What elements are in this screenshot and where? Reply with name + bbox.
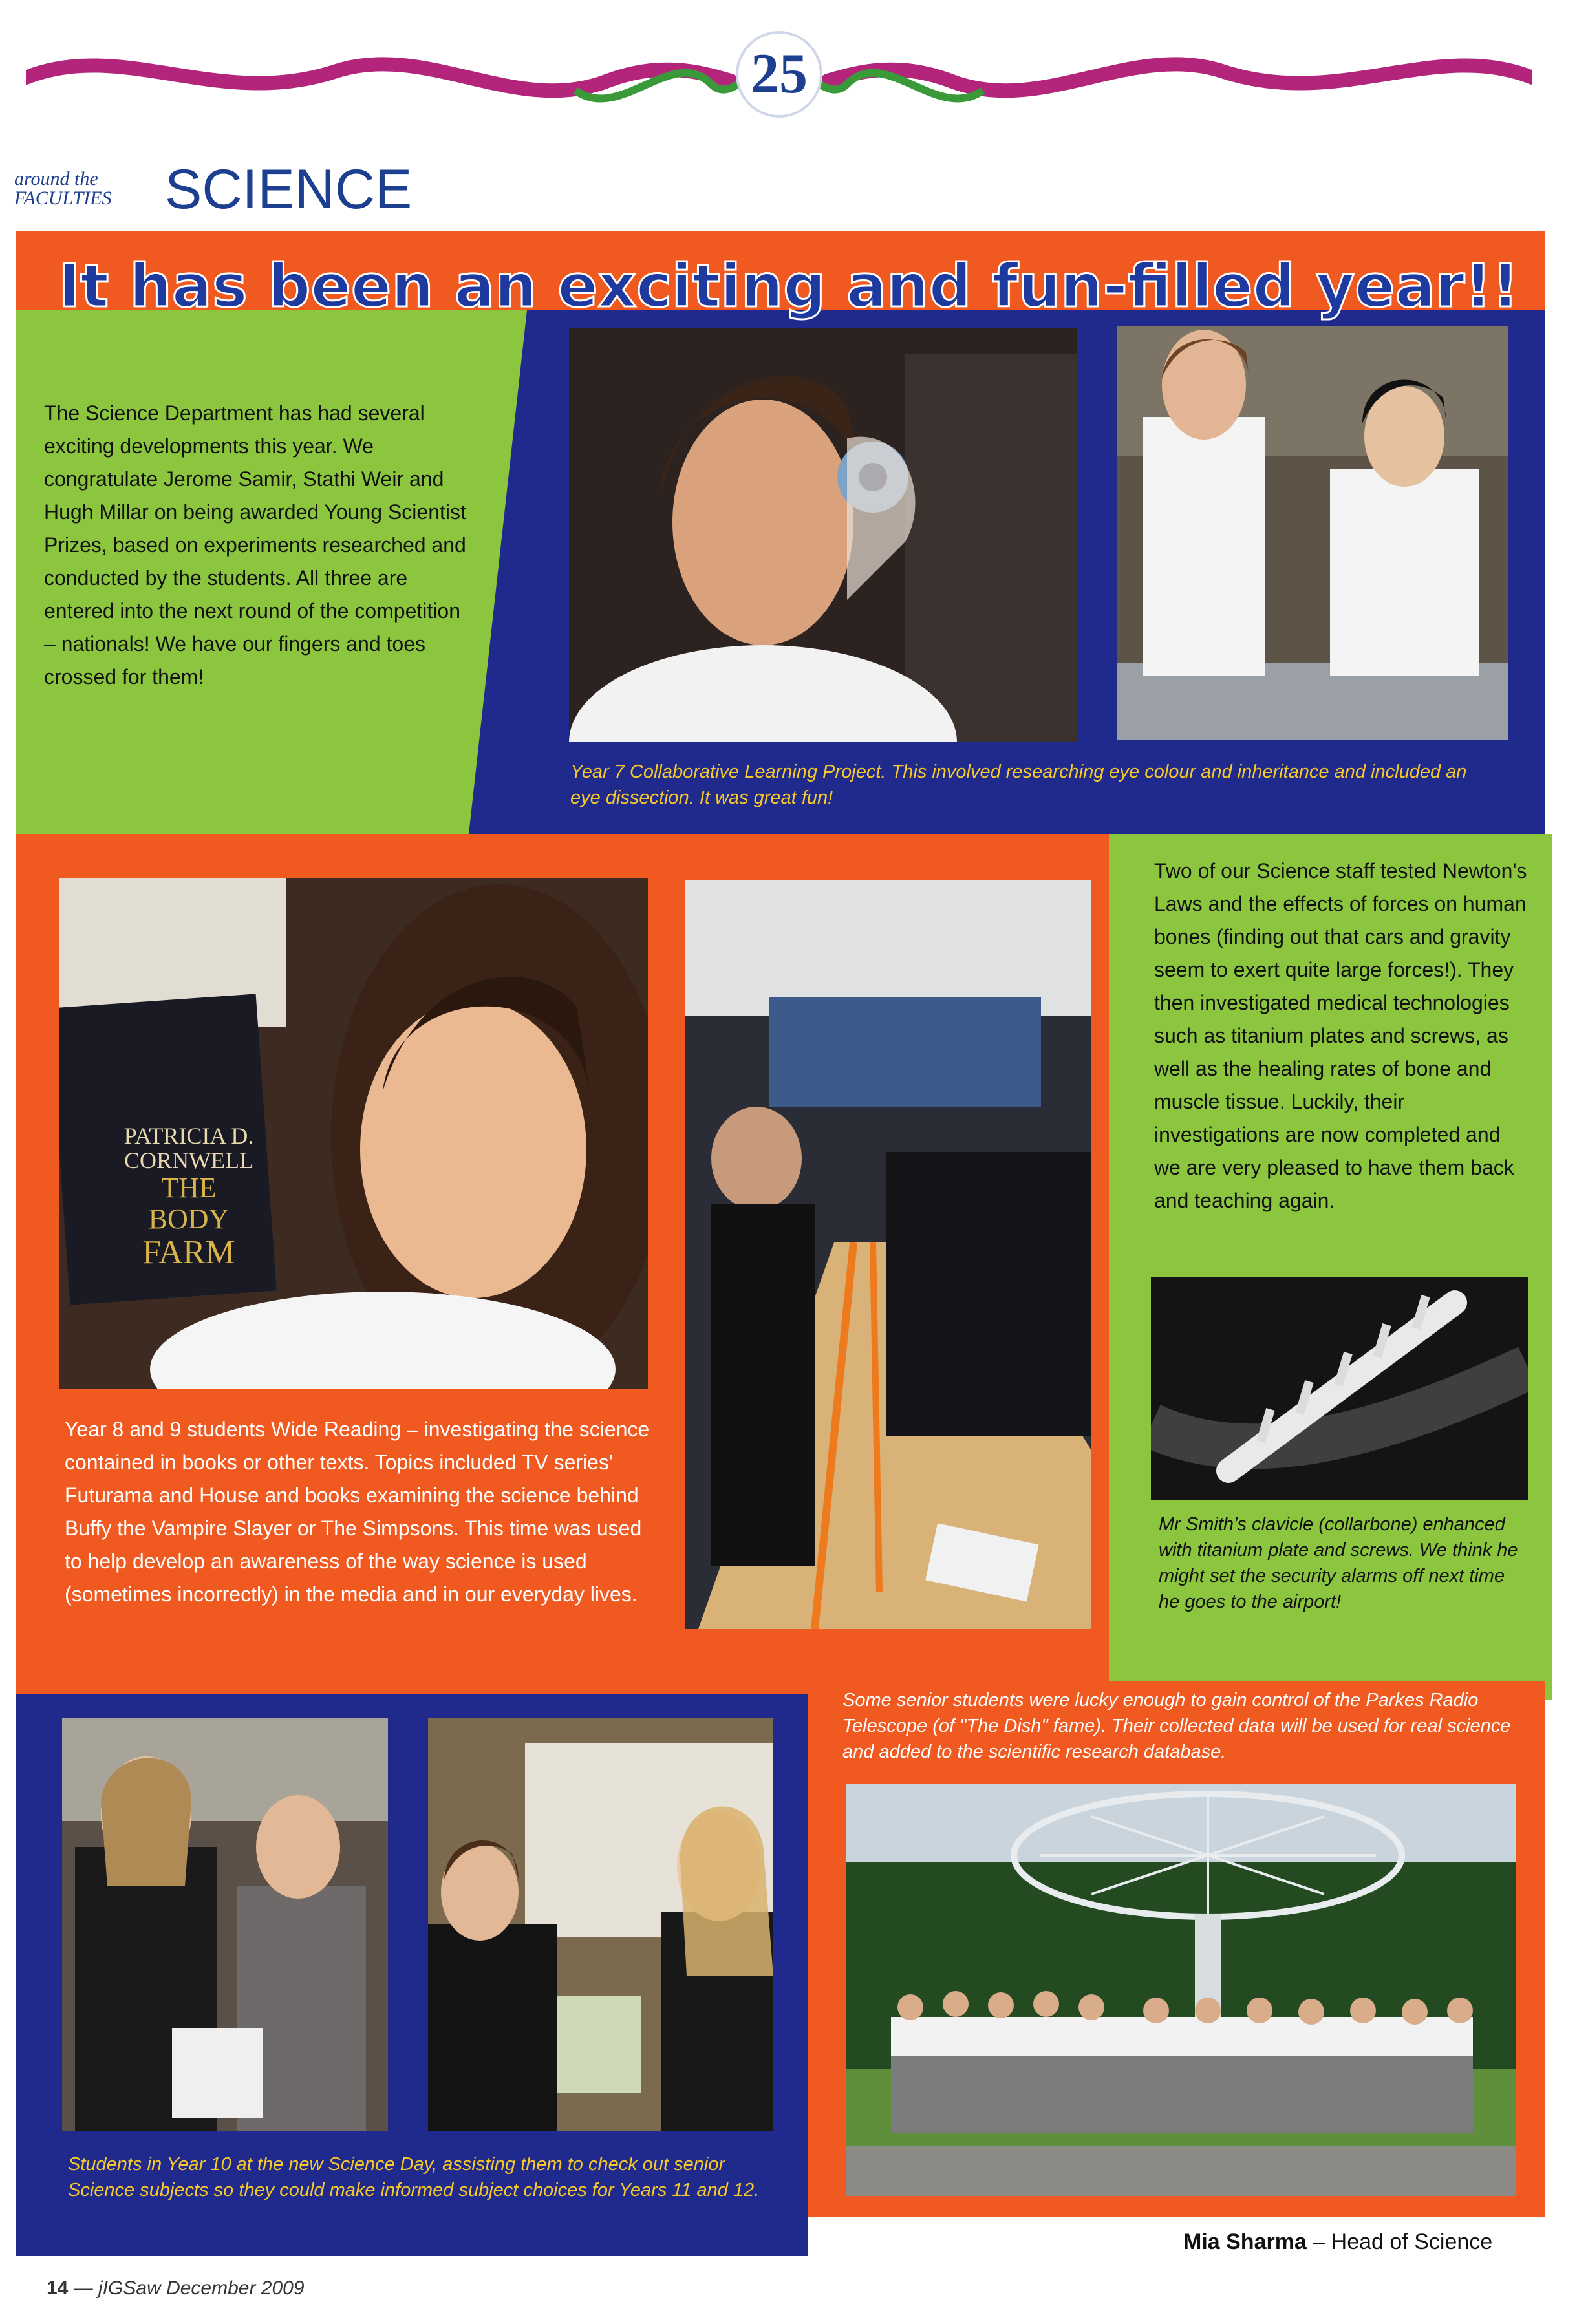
book-author-line1: PATRICIA D. (123, 1123, 254, 1149)
banner-headline: It has been an exciting and fun-filled year!! (58, 251, 1519, 321)
publication-line: — jIGSaw December 2009 (73, 2277, 305, 2299)
page-number: 14 (47, 2277, 69, 2299)
book-author-line2: CORNWELL (124, 1147, 253, 1173)
caption-parkes-telescope: Some senior students were lucky enough to gain control of the Parkes Radio Telescope (of "The Dish" fame). Their collected data will be used for real science and added to the scientific research database. (842, 1690, 1511, 1762)
caption-clavicle: Mr Smith's clavicle (collarbone) enhanced with titanium plate and screws. We think he might set the security alarms off next time he goes to the airport! (1159, 1514, 1518, 1612)
book-title-line2: FARM (142, 1234, 235, 1271)
signature-role: – Head of Science (1313, 2230, 1493, 2254)
caption-year7-project: Year 7 Collaborative Learning Project. This involved researching eye colour and inheritance and included an eye dissection. It was great fun! (570, 762, 1467, 808)
signature-name: Mia Sharma (1183, 2230, 1307, 2254)
footer (47, 2276, 564, 2301)
section-prefix: around the FACULTIES (14, 168, 112, 209)
book-cover-text (121, 1124, 257, 1271)
photo-student-with-book (59, 878, 648, 1389)
caption-year10-science-day: Students in Year 10 at the new Science Day, assisting them to check out senior Science subjects so they could make informed subject choices for Years 11 and 12. (68, 2154, 760, 2201)
photo-classroom-racetrack (685, 880, 1091, 1629)
book-title-line1: THE BODY (148, 1172, 230, 1235)
photo-students-eye-dissection (1117, 326, 1508, 740)
intro-paragraph: The Science Department has had several exciting developments this year. We congratulate Jerome Samir, Stathi Weir and Hugh Millar on being awarded Young Scientist Prizes, based on experiments researched and conducted by the students. All three are entered into the next round of the competition – nationals! We have our fingers and toes crossed for them! (44, 401, 466, 688)
photo-year10-experiment (428, 1718, 773, 2131)
photo-clavicle-xray (1151, 1277, 1528, 1500)
photo-parkes-radio-telescope-group (846, 1784, 1516, 2196)
anniversary-badge-number: 25 (751, 43, 808, 105)
photo-year10-microscope (62, 1718, 388, 2131)
photo-girl-with-eye-model (569, 328, 1077, 742)
staff-paragraph: Two of our Science staff tested Newton's Laws and the effects of forces on human bones (finding out that cars and gravity seem to exert quite large forces!). They then investigated medical technologies such as titanium plates and screws, as well as the healing rates of bone and muscle tissue. Luckily, their investigations are now completed and we are very pleased to have them back and teaching again. (1154, 859, 1527, 1212)
wide-reading-paragraph: Year 8 and 9 students Wide Reading – investigating the science contained in books or other texts. Topics included TV series' Futurama and House and books examining the science behind Buffy the Vampire Slayer or The Simpsons. This time was used to help develop an awareness of the way science is used (sometimes incorrectly) in the media and in our everyday lives. (65, 1418, 650, 1606)
section-title: SCIENCE (165, 158, 413, 220)
signature-block (1183, 2227, 1545, 2257)
